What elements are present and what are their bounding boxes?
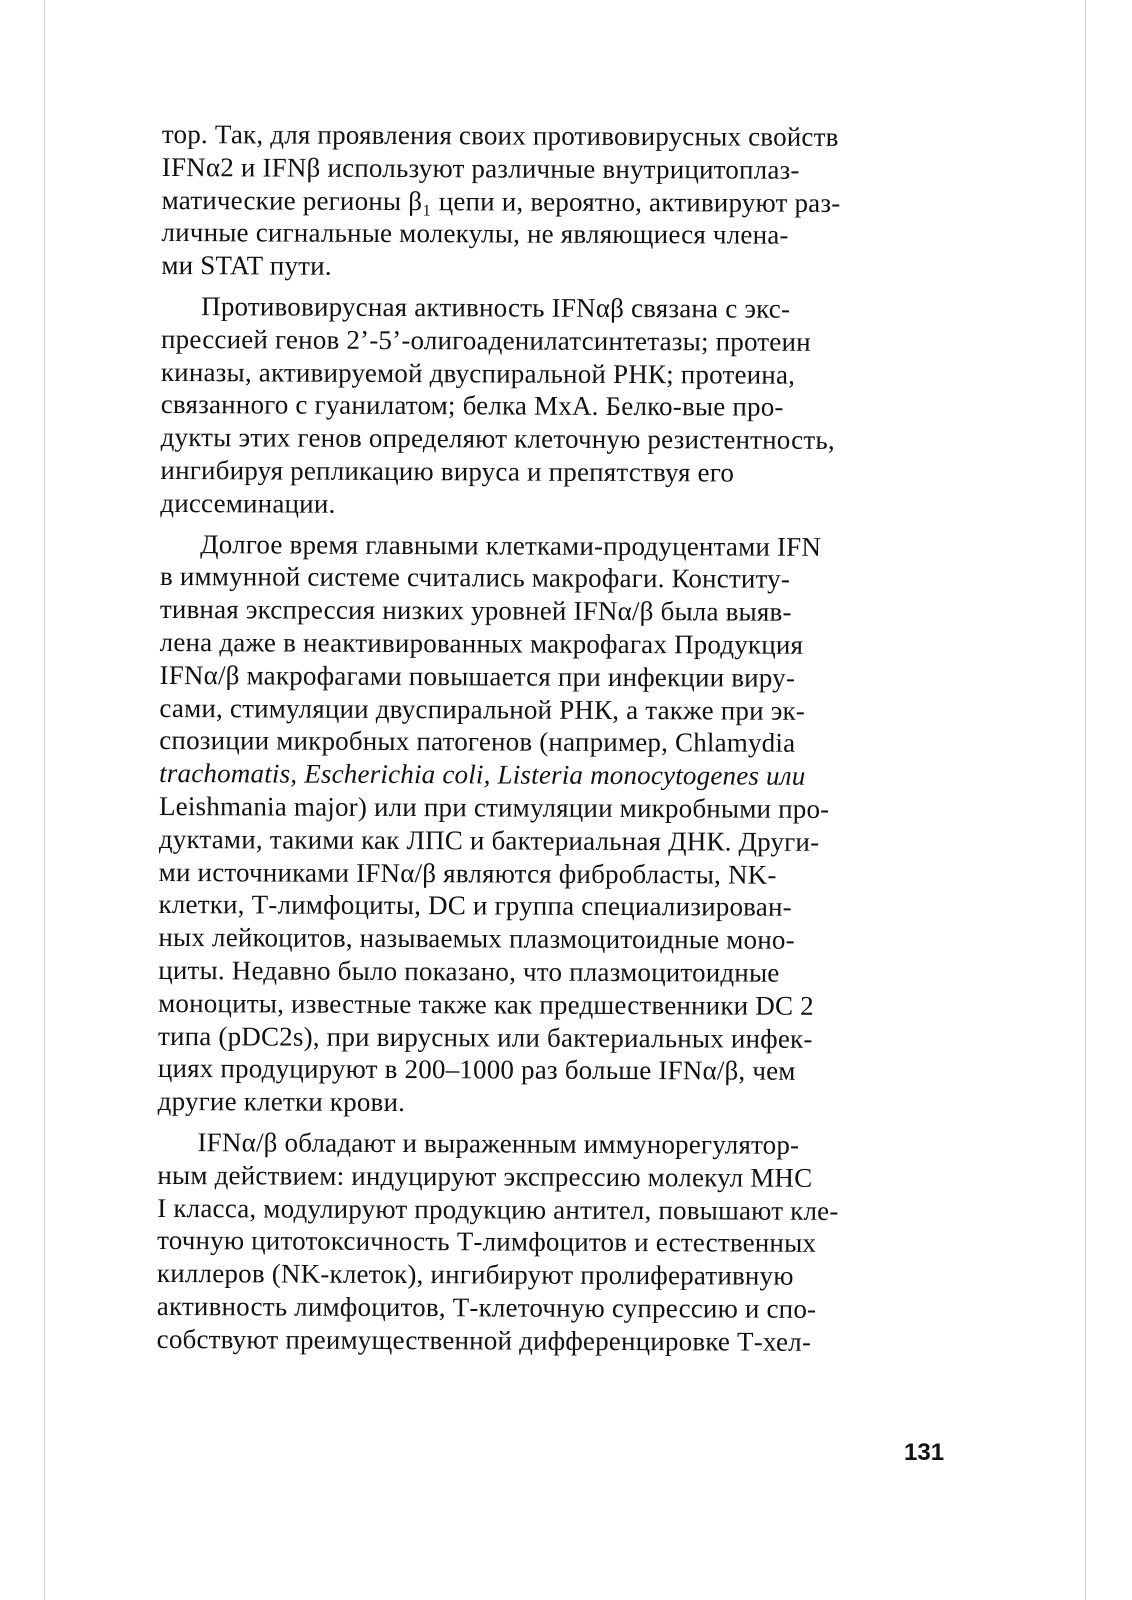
text-line: типа (pDC2s), при вирусных или бактериальных инфек- [157,1020,813,1054]
text-line: киназы, активируемой двуспиральной РНК; протеина, [160,356,796,390]
text-line: другие клетки крови. [157,1086,406,1118]
text-line: в иммунной системе считались макрофаги. Конститу- [159,561,791,595]
paragraph-3 [158,528,961,1122]
text-line: циях продуцируют в 200–1000 раз больше IFNα/β, чем [157,1053,796,1087]
text-line: активность лимфоцитов, Т-клеточную супрессию и спо- [156,1290,817,1324]
text-line: собствуют преимущественной дифференцировке Т-хел- [156,1323,812,1357]
text-line: матические регионы β₁ цепи и, вероятно, активируют раз- [161,184,841,218]
text-line: ми STAT пути. [161,250,332,281]
text-line: ных лейкоцитов, называемых плазмоцитоидные моно- [158,922,795,955]
text-line: сами, стимуляции двуспиральной РНК, а также при эк- [159,692,806,726]
text-line: спозиции микробных патогенов (например, Chlamydia [159,725,796,759]
text-line: циты. Недавно было показано, что плазмоцитоидные [158,954,780,988]
text-line: Leishmania major) или при стимуляции микробными про- [158,790,830,824]
text-line: моноциты, известные также как предшественники DC 2 [158,987,814,1021]
text-line: ми источниками IFNα/β являются фибробласты, NK- [158,856,777,890]
text-line: дуктами, такими как ЛПС и бактериальная ДНК. Други- [158,823,820,857]
paragraph-4 [157,1126,958,1359]
page-number: 131 [904,1439,945,1466]
text-line: прессией генов 2’-5’-олигоаденилатсинтетазы; протеин [160,323,811,357]
text-line: ингибируя репликацию вируса и препятствуя его [160,454,735,488]
text-line: ным действием: индуцируют экспрессию молекул МНС [157,1159,813,1193]
text-line: IFNα/β обладают и выраженным иммунорегулятор- [197,1127,800,1160]
paragraph-1 [161,118,962,285]
text-line: дукты этих генов определяют клеточную резистентность, [160,422,835,456]
text-line: клетки, Т-лимфоциты, DC и группа специализирован- [158,889,792,923]
text-line: точную цитотоксичность Т-лимфоцитов и естественных [157,1225,817,1259]
text-line: тивная экспрессия низких уровней IFNα/β была выяв- [159,594,792,627]
text-line: IFNα2 и IFNβ используют различные внутрицитоплаз- [161,151,800,185]
text-line: личные сигнальные молекулы, не являющиеся члена- [161,217,789,251]
text-line: лена даже в неактивированных макрофагах Продукция [159,626,804,660]
text-body [157,118,962,1359]
text-line: I класса, модулируют продукцию антител, повышают кле- [157,1192,839,1226]
text-line: киллеров (NK-клеток), ингибируют пролиферативную [156,1258,794,1291]
text-line: тор. Так, для проявления своих противовирусных свойств [161,118,839,152]
text-line: Долгое время главными клетками-продуцентами IFN [200,528,822,562]
text-line: связанного с гуанилатом; белка MxA. Белко-вые про- [160,389,784,423]
paragraph-2 [160,290,961,523]
text-line: trachomatis, Escherichia coli, Listeria monocytogenes или [159,758,806,791]
text-line: Противовирусная активность IFNαβ связана с экс- [201,291,791,324]
text-line: диссеминации. [160,487,336,519]
text-line: IFNα/β макрофагами повышается при инфекции виру- [159,659,796,693]
